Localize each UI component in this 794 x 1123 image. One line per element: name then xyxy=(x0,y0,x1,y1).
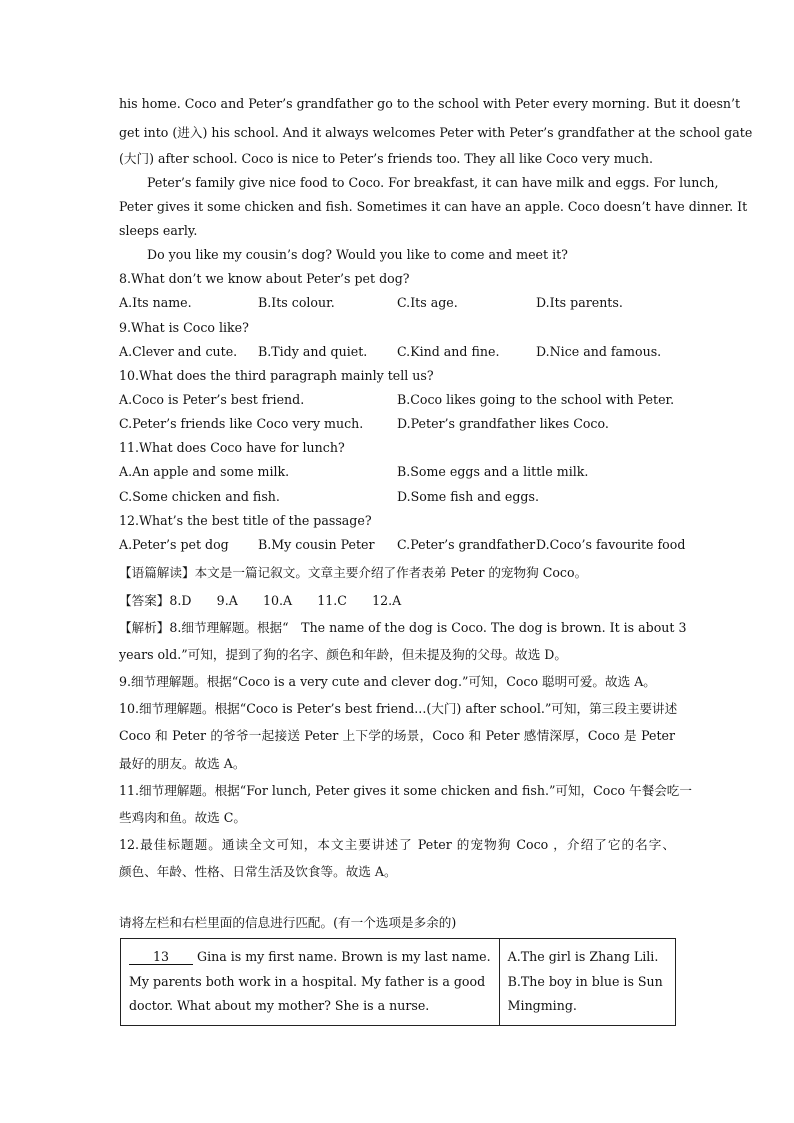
left-text-line: Gina is my first name. Brown is my last name. xyxy=(197,949,491,964)
question-stem: 10.What does the third paragraph mainly tell us? xyxy=(119,368,434,383)
option: B.Tidy and quiet. xyxy=(258,344,368,359)
option: C.Its age. xyxy=(397,295,458,310)
passage-line: his home. Coco and Peter’s grandfather go to the school with Peter every morning. But it doesn’t xyxy=(119,96,741,111)
option: D.Coco’s favourite food xyxy=(536,537,686,552)
passage-line: (大门) after school. Coco is nice to Peter’s friends too. They all like Coco very much. xyxy=(119,151,653,166)
matching-instruction: 请将左栏和右栏里面的信息进行匹配。(有一个选项是多余的) xyxy=(119,915,457,930)
option: B.Its colour. xyxy=(258,295,335,310)
analysis-line: 最好的朋友。故选 A。 xyxy=(119,756,246,771)
matching-left-cell xyxy=(121,939,500,1026)
passage-line: Peter gives it some chicken and fish. Sometimes it can have an apple. Coco doesn’t have dinner. It xyxy=(119,199,748,214)
passage-line: get into (进入) his school. And it always welcomes Peter with Peter’s grandfather at the school gate xyxy=(119,125,753,140)
analysis-line: 【解析】8.细节理解题。根据“ The name of the dog is Coco. The dog is brown. It is about 3 xyxy=(119,620,687,635)
option: D.Some fish and eggs. xyxy=(397,489,539,504)
analysis-line: 12.最佳标题题。通读全文可知，本文主要讲述了 Peter 的宠物狗 Coco ，介绍了它的名字、 xyxy=(119,837,675,852)
left-text-line: My parents both work in a hospital. My father is a good xyxy=(129,973,486,989)
option: B.Coco likes going to the school with Peter. xyxy=(397,392,675,407)
analysis-line: 10.细节理解题。根据“Coco is Peter’s best friend...(大门) after school.”可知，第三段主要讲述 xyxy=(119,701,678,716)
option: A.Peter’s pet dog xyxy=(119,537,229,552)
question-stem: 8.What don’t we know about Peter’s pet dog? xyxy=(119,271,410,286)
analysis-line: 些鸡肉和鱼。故选 C。 xyxy=(119,810,246,825)
option: B.Some eggs and a little milk. xyxy=(397,464,589,479)
option: A.Clever and cute. xyxy=(119,344,238,359)
analysis-line: Coco 和 Peter 的爷爷一起接送 Peter 上下学的场景，Coco 和 Peter 感情深厚，Coco 是 Peter xyxy=(119,728,675,743)
right-option: Mingming. xyxy=(507,998,577,1013)
question-stem: 9.What is Coco like? xyxy=(119,320,249,335)
option: D.Peter’s grandfather likes Coco. xyxy=(397,416,609,431)
option: C.Kind and fine. xyxy=(397,344,500,359)
answer-blank[interactable]: 13 xyxy=(129,950,193,965)
option: A.Its name. xyxy=(119,295,192,310)
passage-line: Peter’s family give nice food to Coco. For breakfast, it can have milk and eggs. For lunch, xyxy=(147,175,719,190)
analysis-line: 颜色、年龄、性格、日常生活及饮食等。故选 A。 xyxy=(119,864,397,879)
right-option: A.The girl is Zhang Lili. xyxy=(507,949,659,964)
right-option: B.The boy in blue is Sun xyxy=(507,973,663,989)
option: A.Coco is Peter’s best friend. xyxy=(119,392,305,407)
question-stem: 12.What’s the best title of the passage? xyxy=(119,513,372,528)
option: D.Nice and famous. xyxy=(536,344,662,359)
option: C.Some chicken and fish. xyxy=(119,489,280,504)
analysis-line: years old.”可知，提到了狗的名字、颜色和年龄，但未提及狗的父母。故选 D。 xyxy=(119,647,567,662)
left-text-line: doctor. What about my mother? She is a nurse. xyxy=(129,998,430,1013)
matching-table xyxy=(120,938,676,1026)
reading-summary: 【语篇解读】本文是一篇记叙文。文章主要介绍了作者表弟 Peter 的宠物狗 Coco。 xyxy=(119,565,588,580)
matching-right-cell xyxy=(499,939,675,1026)
passage-line: sleeps early. xyxy=(119,223,198,238)
option: A.An apple and some milk. xyxy=(119,464,290,479)
option: B.My cousin Peter xyxy=(258,537,375,552)
option: D.Its parents. xyxy=(536,295,623,310)
answer-key: 【答案】8.D 9.A 10.A 11.C 12.A xyxy=(119,593,402,608)
question-stem: 11.What does Coco have for lunch? xyxy=(119,440,345,455)
option: C.Peter’s friends like Coco very much. xyxy=(119,416,364,431)
analysis-line: 11.细节理解题。根据“For lunch, Peter gives it some chicken and fish.”可知，Coco 午餐会吃一 xyxy=(119,783,692,798)
passage-line: Do you like my cousin’s dog? Would you like to come and meet it? xyxy=(147,247,568,262)
analysis-line: 9.细节理解题。根据“Coco is a very cute and clever dog.”可知，Coco 聪明可爱。故选 A。 xyxy=(119,674,656,689)
option: C.Peter’s grandfather xyxy=(397,537,536,552)
